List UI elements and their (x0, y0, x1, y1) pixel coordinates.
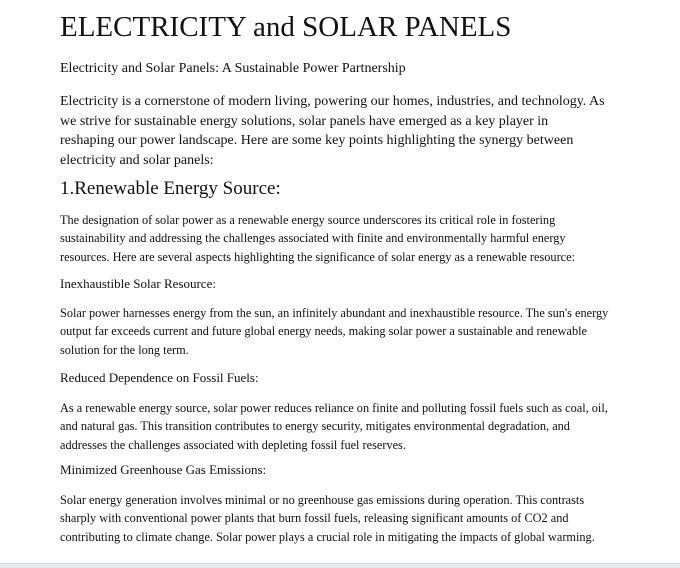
section-intro-paragraph: The designation of solar power as a renewable energy source underscores its critical role in fostering sustainability and addressing the challenges associated with finite and environmentally harmful energy resources. Here are several aspects highlighting the significance of solar energy as a renewable resource: (60, 213, 575, 264)
subsection-body-fossil-fuels: As a renewable energy source, solar power reduces reliance on finite and polluting fossil fuels such as coal, oil, and natural gas. This transition contributes to energy security, mitigates environmental degradation, and addresses the challenges associated with depleting fossil fuel reserves. (60, 401, 608, 452)
subsection-heading-inexhaustible: Inexhaustible Solar Resource: (60, 276, 216, 291)
section-heading: 1.Renewable Energy Source: (60, 178, 281, 199)
document-title: ELECTRICITY and SOLAR PANELS (60, 11, 512, 43)
subsection-body-emissions: Solar energy generation involves minimal or no greenhouse gas emissions during operation. This contrasts sharply with conventional power plants that burn fossil fuels, releasing significant amounts of CO2 and contributing to climate change. Solar power plays a crucial role in mitigating the impacts of global warming. (60, 493, 595, 544)
document-subtitle: Electricity and Solar Panels: A Sustainable Power Partnership (60, 61, 406, 76)
subsection-heading-emissions: Minimized Greenhouse Gas Emissions: (60, 462, 267, 477)
subsection-body-inexhaustible: Solar power harnesses energy from the sun, an infinitely abundant and inexhaustible resource. The sun's energy output far exceeds current and future global energy needs, making solar power a sustainable and renewable solution for the long term. (60, 306, 609, 357)
intro-paragraph: Electricity is a cornerstone of modern living, powering our homes, industries, and technology. As we strive for sustainable energy solutions, solar panels have emerged as a key player in reshaping our power landscape. Here are some key points highlighting the synergy between electricity and solar panels: (60, 94, 605, 169)
window-bottom-edge (0, 563, 680, 568)
subsection-heading-fossil-fuels: Reduced Dependence on Fossil Fuels: (60, 370, 259, 385)
